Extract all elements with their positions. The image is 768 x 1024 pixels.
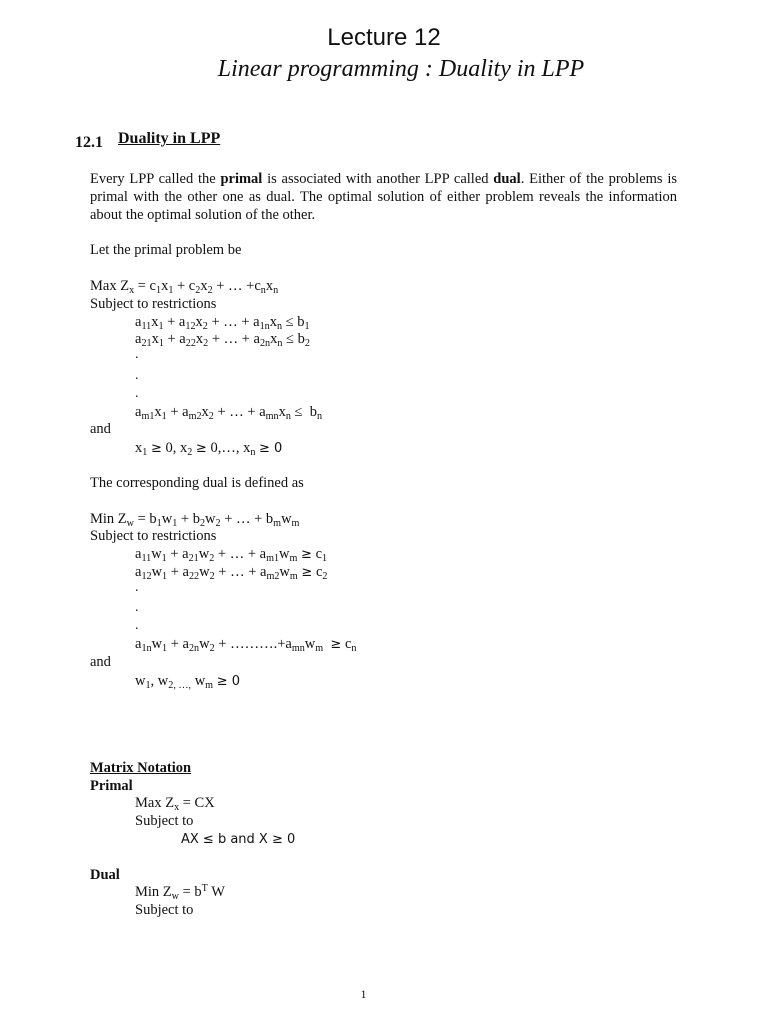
dual-constraint-1: $a_{11}w_1 + a_{21}w_2$ + … + $a_{m1}w_m \ge c_1$	[135, 546, 328, 564]
primal-intro: Let the primal problem be	[90, 242, 242, 258]
ellipsis-dot: .	[135, 347, 139, 362]
section-number: 12.1	[75, 134, 103, 151]
primal-and: and	[90, 421, 111, 437]
matrix-primal-label: Primal	[90, 778, 133, 794]
primal-nonnegativity: $x_1 \ge 0$, $x_2$ ≥ 0,…, $x_n \ge 0$	[135, 440, 283, 458]
dual-constraint-2: $a_{12}w_1 + a_{22}w_2$ + … + $a_{m2}w_m \ge c_2$	[135, 564, 328, 582]
dual-restrictions-label: Subject to restrictions	[90, 528, 217, 544]
lecture-title: Lecture 12	[327, 24, 441, 51]
lecture-subtitle: Linear programming : Duality in LPP	[217, 56, 585, 82]
ellipsis-dot: .	[135, 618, 139, 633]
matrix-dual-objective: Min $Z_w = b^T$ W	[135, 883, 225, 902]
matrix-dual-subject: Subject to	[135, 902, 194, 918]
matrix-primal-constraint: AX ≤ b and X ≥ 0	[181, 832, 296, 847]
matrix-dual-label: Dual	[90, 867, 120, 883]
ellipsis-dot: .	[135, 386, 139, 401]
matrix-primal-subject: Subject to	[135, 813, 194, 829]
ellipsis-dot: .	[135, 580, 139, 595]
dual-and: and	[90, 654, 111, 670]
primal-constraint-2: $a_{21}x_1 + a_{22}x_2$ + … + $a_{2n}x_n \le b_2$	[135, 331, 310, 349]
primal-objective: Max $Z_x = c_1x_1 + c_2x_2$ + … $+c_nx_n$	[90, 278, 279, 296]
primal-restrictions-label: Subject to restrictions	[90, 296, 217, 312]
matrix-primal-objective: Max $Z_x$ = CX	[135, 795, 215, 813]
primal-constraint-m: $a_{m1}x_1 + a_{m2}x_2$ + … + $a_{mn}x_n \le b_n$	[135, 404, 323, 422]
primal-constraint-1: $a_{11}x_1 + a_{12}x_2$ + … + $a_{1n}x_n \le b_1$	[135, 314, 310, 332]
page-number: 1	[360, 987, 367, 1001]
ellipsis-dot: .	[135, 600, 139, 615]
dual-nonnegativity: $w_1$, $w_{2, \dots,}$ $w_m \ge 0$	[135, 673, 240, 691]
dual-constraint-n: $a_{1n}w_1 + a_{2n}w_2$ + $\dots\dots\dots.+a_{mn}w_m \ge c_n$	[135, 636, 357, 654]
section-title: Duality in LPP	[118, 130, 221, 147]
ellipsis-dot: .	[135, 368, 139, 383]
matrix-heading: Matrix Notation	[90, 760, 192, 776]
intro-paragraph: Every LPP called the primal is associated with another LPP called dual. Either of the problems is primal with the other one as dual. The optimal solution of either problem reveals the information about the optimal solution of the other.	[90, 171, 678, 223]
dual-intro: The corresponding dual is defined as	[90, 475, 304, 491]
dual-objective: Min $Z_w = b_1w_1 + b_2w_2$ + … + $b_mw_m$	[90, 511, 300, 529]
